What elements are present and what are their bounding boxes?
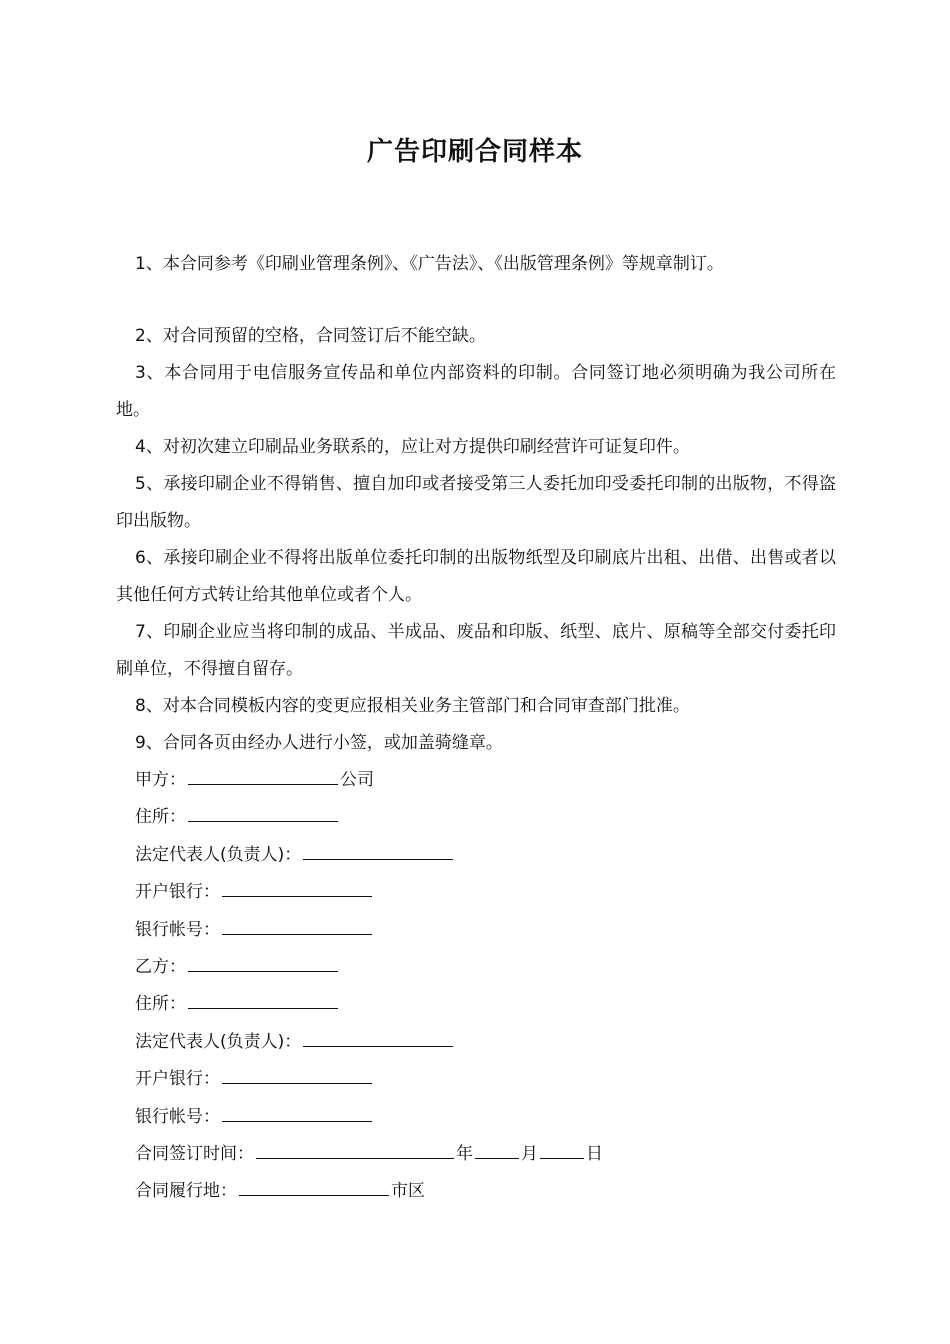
party-b-address-blank[interactable] (188, 988, 338, 1009)
party-a-address-row (116, 799, 836, 836)
signing-year-blank[interactable] (256, 1138, 454, 1159)
party-a-address-blank[interactable] (188, 801, 338, 822)
document-title: 广告印刷合同样本 (366, 137, 583, 167)
signing-date-row (116, 1136, 836, 1173)
signing-date-label: 合同签订时间： (135, 1144, 254, 1165)
document-body (116, 246, 836, 1211)
signing-place-row (116, 1173, 836, 1210)
party-a-account-blank[interactable] (222, 914, 372, 935)
party-a-rep-label: 法定代表人(负责人)： (135, 844, 302, 865)
party-a-name-row (116, 762, 836, 799)
party-b-account-label: 银行帐号： (135, 1106, 220, 1127)
clause-3: 3、本合同用于电信服务宣传品和单位内部资料的印制。合同签订地必须明确为我公司所在地。 (116, 363, 836, 420)
party-a-rep-blank[interactable] (303, 839, 453, 860)
signing-place-blank[interactable] (239, 1175, 389, 1196)
clause-1: 1、本合同参考《印刷业管理条例》、《广告法》、《出版管理条例》等规章制订。 (135, 254, 724, 274)
party-b-rep-row (116, 1024, 836, 1061)
party-b-bank-blank[interactable] (222, 1063, 372, 1084)
clause-7: 7、印刷企业应当将印制的成品、半成品、废品和印版、纸型、底片、原稿等全部交付委托印刷单位，不得擅自留存。 (116, 622, 836, 679)
party-a-bank-label: 开户银行： (135, 882, 220, 903)
party-b-name-blank[interactable] (188, 951, 338, 972)
signing-day-label: 日 (586, 1144, 603, 1165)
signing-month-blank[interactable] (475, 1138, 519, 1159)
party-b-rep-label: 法定代表人(负责人)： (135, 1031, 302, 1052)
signing-year-label: 年 (456, 1144, 473, 1165)
party-a-rep-row (116, 837, 836, 874)
party-b-bank-row (116, 1061, 836, 1098)
party-b-address-label: 住所： (135, 994, 186, 1015)
party-a-account-label: 银行帐号： (135, 919, 220, 940)
party-a-name-blank[interactable] (188, 764, 338, 785)
party-b-rep-blank[interactable] (303, 1026, 453, 1047)
party-b-bank-label: 开户银行： (135, 1069, 220, 1090)
clause-5: 5、承接印刷企业不得销售、擅自加印或者接受第三人委托加印受委托印制的出版物，不得盗印出版物。 (116, 474, 836, 531)
party-b-address-row (116, 986, 836, 1023)
clause-2: 2、对合同预留的空格，合同签订后不能空缺。 (135, 326, 486, 346)
party-a-bank-row (116, 874, 836, 911)
signing-place-suffix: 市区 (391, 1181, 425, 1202)
signature-fields (116, 762, 836, 1211)
party-a-account-row (116, 912, 836, 949)
party-b-account-blank[interactable] (222, 1101, 372, 1122)
party-b-name-row (116, 949, 836, 986)
party-a-bank-blank[interactable] (222, 876, 372, 897)
party-a-name-suffix: 公司 (340, 770, 374, 790)
clause-4: 4、对初次建立印刷品业务联系的，应让对方提供印刷经营许可证复印件。 (135, 437, 690, 457)
signing-month-label: 月 (521, 1144, 538, 1165)
signing-place-label: 合同履行地： (135, 1181, 237, 1202)
clause-6: 6、承接印刷企业不得将出版单位委托印制的出版物纸型及印刷底片出租、出借、出售或者以其他任何方式转让给其他单位或者个人。 (116, 548, 836, 605)
clause-8: 8、对本合同模板内容的变更应报相关业务主管部门和合同审查部门批准。 (135, 696, 690, 716)
party-b-name-label: 乙方： (135, 957, 186, 978)
party-a-name-label: 甲方： (135, 770, 186, 790)
clause-9: 9、合同各页由经办人进行小签，或加盖骑缝章。 (135, 733, 503, 753)
party-a-address-label: 住所： (135, 807, 186, 828)
signing-day-blank[interactable] (540, 1138, 584, 1159)
party-b-account-row (116, 1099, 836, 1136)
